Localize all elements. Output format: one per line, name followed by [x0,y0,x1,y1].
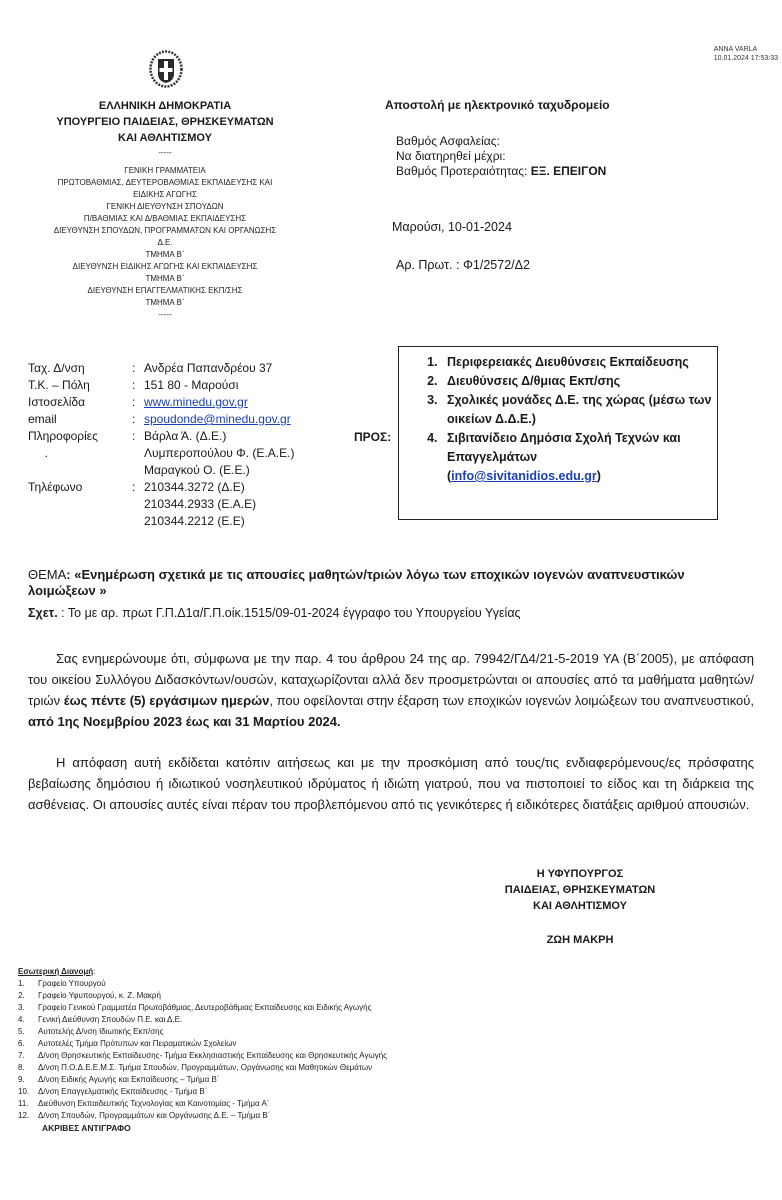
contact-label [28,513,132,530]
contact-label: Τ.Κ. – Πόλη [28,378,90,392]
reference-text: : Το με αρ. πρωτ Γ.Π.Δ1α/Γ.Π.οίκ.1515/09-01-2024 έγγραφο του Υπουργείου Υγείας [57,606,521,620]
contact-sep: : [132,395,136,409]
signature-block [465,866,695,948]
stamp-datetime: 10.01.2024 17:53:33 [713,55,778,62]
body-text: Σας ενημερώνουμε ότι, σύμφωνα με την παρ. 4 του άρθρου 24 της αρ. 79942/ΓΔ4/21-5-2019 ΥΑ (Β΄2005), με απόφαση του οικείου Συλλόγου Διδασκόντων/ουσών, καταχωρίζονται αλλά δεν προσμετρώνται οι απουσίες από τα μαθήματα μαθητών/τριών [28,651,754,708]
security-level-label: Βαθμός Ασφαλείας: [396,134,500,148]
contact-sep [132,462,144,479]
recipients-box [398,346,718,520]
contact-row-phone [28,513,294,530]
body-paragraph [28,648,754,732]
dept-line: ΔΙΕΥΘΥΝΣΗ ΣΠΟΥΔΩΝ, ΠΡΟΓΡΑΜΜΑΤΩΝ ΚΑΙ ΟΡΓΑΝΩΣΗΣ [53,226,277,235]
dept-line: ΕΙΔΙΚΗΣ ΑΓΩΓΗΣ [133,190,197,199]
distribution-item [18,1026,387,1038]
distribution-item-text: Δ/νση Π.Ο.Δ.Ε.Ε.Μ.Σ. Τμήμα Σπουδών, Προγραμμάτων, Οργάνωσης και Μαθητικών Θεμάτων [38,1063,373,1072]
subject-label: ΘΕΜΑ [28,567,67,582]
distribution-item-number: 8. [18,1063,25,1072]
body-paragraph: Η απόφαση αυτή εκδίδεται κατόπιν αιτήσεως και με την προσκόμιση από τους/τις ενδιαφερόμενους/ες πρόσφατης βεβαίωσης δημόσιου ή ιδιωτικού νοσηλευτικού ιδρύματος ή ιδιώτη γιατρού, που να πιστοποιεί το είδος και τη διάρκεια της ασθένειας. Οι απουσίες αυτές είναι πέραν του προβλεπόμενου από τις γενικότερες ή ειδικότερες διατάξεις αριθμού απουσιών. [28,755,754,812]
department-header [20,165,310,321]
distribution-item-text: Αυτοτελής Δ/νση Ιδιωτικής Εκπ/σης [38,1027,164,1036]
signature-title: ΠΑΙΔΕΙΑΣ, ΘΡΗΣΚΕΥΜΑΤΩΝ [504,884,656,896]
dept-line: ΠΡΩΤΟΒΑΘΜΙΑΣ, ΔΕΥΤΕΡΟΒΑΘΜΙΑΣ ΕΚΠΑΙΔΕΥΣΗΣ ΚΑΙ [57,178,273,187]
distribution-item [18,1050,387,1062]
header-line: ΚΑΙ ΑΘΛΗΤΙΣΜΟΥ [118,132,212,144]
priority-row [396,164,606,179]
distribution-item-text: Αυτοτελές Τμήμα Πρότυπων και Πειραματικών Σχολείων [38,1039,237,1048]
contact-value: 151 80 - Μαρούσι [144,378,239,392]
contact-row-postcode [28,377,294,394]
distribution-colon: : [93,967,96,976]
distribution-item-text: Δ/νση Ειδικής Αγωγής και Εκπαίδευσης – Τμήμα Β΄ [38,1075,220,1084]
subject-text: : «Ενημέρωση σχετικά με τις απουσίες μαθητών/τριών λόγω των εποχικών ιογενών αναπνευστικών λοιμώξεων » [28,567,685,598]
recipient-name: Σιβιτανίδειο Δημόσια Σχολή Τεχνών και Επαγγελμάτων [447,431,681,464]
contact-row-phone [28,496,294,513]
paren-close: ) [596,469,601,483]
distribution-item-text: Δ/νση Επαγγελματικής Εκπαίδευσης - Τμήμα Β΄ [38,1087,208,1096]
contact-label [28,496,132,513]
contact-value: Μαραγκού Ο. (Ε.Ε.) [144,463,250,477]
distribution-item-number: 3. [18,1003,25,1012]
header-divider: ----- [158,148,172,157]
contact-row-info [28,445,294,462]
contact-sep [132,445,144,462]
reference [28,606,521,620]
contact-row-address [28,360,294,377]
subject [28,567,754,599]
distribution-item-number: 12. [18,1111,30,1120]
recipient-item: 1. Περιφερειακές Διευθύνσεις Εκπαίδευσης [441,353,717,372]
paren-open: ( [447,469,452,483]
contact-sep [132,496,144,513]
contact-sep [132,513,144,530]
distribution-item-text: Διεύθυνση Εκπαιδευτικής Τεχνολογίας και Καινοτομίας - Τμήμα Α΄ [38,1099,270,1108]
header-line: ΥΠΟΥΡΓΕΙΟ ΠΑΙΔΕΙΑΣ, ΘΡΗΣΚΕΥΜΑΤΩΝ [56,116,274,128]
recipients-list [399,353,717,486]
contact-row-email [28,411,294,428]
distribution-item-number: 6. [18,1039,25,1048]
distribution-item-text: Γραφείο Υπουργού [38,979,106,988]
distribution-item [18,1038,387,1050]
dept-line: ΓΕΝΙΚΗ ΓΡΑΜΜΑΤΕΙΑ [124,166,206,175]
contact-label: Τηλέφωνο [28,480,83,494]
contact-label: email [28,412,57,426]
distribution-item-text: Γραφείο Υφυπουργού, κ. Ζ. Μακρή [38,991,161,1000]
contact-value: 210344.3272 (Δ.Ε) [144,480,245,494]
greek-coat-of-arms-icon [149,50,183,88]
distribution-item [18,1086,387,1098]
body-text: , που οφείλονται στην έξαρση των εποχικών ιογενών λοιμώξεων του αναπνευστικού, [269,693,754,708]
internal-distribution [18,966,387,1134]
signatory-name: ΖΩΗ ΜΑΚΡΗ [546,934,614,946]
contact-label: Πληροφορίες [28,429,98,443]
keep-until-label: Να διατηρηθεί μέχρι: [396,149,506,163]
body-bold-text: έως πέντε (5) εργάσιμων ημερών [63,693,270,708]
distribution-item [18,1074,387,1086]
recipient-item: 3. Σχολικές μονάδες Δ.Ε. της χώρας (μέσω των οικείων Δ.Δ.Ε.) [441,391,717,429]
dept-line: Δ.Ε. [157,238,173,247]
distribution-item-number: 9. [18,1075,25,1084]
stamp-user: ANNA VARLA [713,46,758,53]
recipients-label: ΠΡΟΣ: [354,430,392,444]
distribution-item [18,1002,387,1014]
distribution-item [18,990,387,1002]
contact-sep: : [132,378,136,392]
distribution-item [18,1098,387,1110]
dept-line: ΤΜΗΜΑ Β΄ [145,274,185,283]
email-link[interactable]: spoudonde@minedu.gov.gr [144,412,291,426]
recipient-item [441,429,717,486]
website-link[interactable]: www.minedu.gov.gr [144,395,248,409]
dept-line: ΤΜΗΜΑ Β΄ [145,298,185,307]
dept-line: ΤΜΗΜΑ Β΄ [145,250,185,259]
distribution-item-number: 2. [18,991,25,1000]
contact-value: Λυμπεροπούλου Φ. (Ε.Α.Ε.) [144,446,295,460]
security-info [396,134,606,179]
recipient-item: 2. Διευθύνσεις Δ/θμιας Εκπ/σης [441,372,717,391]
distribution-item-number: 11. [18,1099,29,1108]
contact-sep: : [132,429,136,443]
contact-value: 210344.2933 (Ε.Α.Ε) [144,497,257,511]
distribution-item-number: 5. [18,1027,25,1036]
priority-value: ΕΞ. ΕΠΕΙΓΟΝ [530,164,607,178]
distribution-item-number: 4. [18,1015,25,1024]
priority-label: Βαθμός Προτεραιότητας: [396,164,528,178]
dept-line: Π/ΒΑΘΜΙΑΣ ΚΑΙ Δ/ΒΑΘΜΙΑΣ ΕΚΠΑΙΔΕΥΣΗΣ [83,214,247,223]
digital-signature-stamp [714,45,778,63]
distribution-item-text: Δ/νση Σπουδών, Προγραμμάτων και Οργάνωσης Δ.Ε. – Τμήμα Β΄ [38,1111,271,1120]
contact-sep: : [132,412,136,426]
distribution-item-text: Δ/νση Θρησκευτικής Εκπαίδευσης- Τμήμα Εκκλησιαστικής Εκπαίδευσης και Θρησκευτικής Αγωγής [38,1051,388,1060]
contact-row-info [28,428,294,445]
ministry-header [20,98,310,160]
contact-row-phone [28,479,294,496]
distribution-list [18,978,387,1122]
recipient-email-link[interactable]: info@sivitanidios.edu.gr [451,469,597,483]
distribution-item-text: Γραφείο Γενικού Γραμματέα Πρωτοβάθμιας, Δευτεροβάθμιας Εκπαίδευσης και Ειδικής Αγωγής [38,1003,372,1012]
dept-line: ΔΙΕΥΘΥΝΣΗ ΕΠΑΓΓΕΛΜΑΤΙΚΗΣ ΕΚΠ/ΣΗΣ [87,286,243,295]
distribution-item-number: 7. [18,1051,25,1060]
sending-method: Αποστολή με ηλεκτρονικό ταχυδρομείο [385,98,610,112]
document-date: Μαρούσι, 10-01-2024 [392,220,512,234]
signature-title: ΚΑΙ ΑΘΛΗΤΙΣΜΟΥ [533,900,627,912]
contact-value: Βάρλα Ά. (Δ.Ε.) [144,429,227,443]
distribution-item [18,1062,387,1074]
contact-info [28,360,294,530]
distribution-item-number: 10. [18,1087,30,1096]
distribution-title: Εσωτερική Διανομή [18,967,94,976]
certified-copy-label: ΑΚΡΙΒΕΣ ΑΝΤΙΓΡΑΦΟ [42,1123,131,1133]
distribution-item-text: Γενική Διεύθυνση Σπουδών Π.Ε. και Δ.Ε. [38,1015,183,1024]
contact-sep: : [132,361,136,375]
contact-label: Ιστοσελίδα [28,395,86,409]
contact-value: 210344.2212 (Ε.Ε) [144,514,245,528]
dept-divider: ----- [158,310,172,319]
contact-row-website [28,394,294,411]
contact-value: Ανδρέα Παπανδρέου 37 [144,361,273,375]
contact-label [28,462,132,479]
dept-line: ΔΙΕΥΘΥΝΣΗ ΕΙΔΙΚΗΣ ΑΓΩΓΗΣ ΚΑΙ ΕΚΠΑΙΔΕΥΣΗΣ [72,262,258,271]
dept-line: ΓΕΝΙΚΗ ΔΙΕΥΘΥΝΣΗ ΣΠΟΥΔΩΝ [106,202,224,211]
distribution-item-number: 1. [18,979,25,988]
contact-sep: : [132,480,136,494]
protocol-number: Αρ. Πρωτ. : Φ1/2572/Δ2 [396,258,530,272]
contact-row-info [28,462,294,479]
contact-label: . [28,446,49,460]
distribution-item [18,1110,387,1122]
distribution-item [18,1014,387,1026]
body-bold-text: από 1ης Νοεμβρίου 2023 έως και 31 Μαρτίου 2024. [28,714,341,729]
contact-label: Ταχ. Δ/νση [28,361,85,375]
header-line: ΕΛΛΗΝΙΚΗ ΔΗΜΟΚΡΑΤΙΑ [98,100,232,112]
reference-label: Σχετ. [28,606,58,620]
signature-title: Η ΥΦΥΠΟΥΡΓΟΣ [536,868,624,880]
distribution-item [18,978,387,990]
